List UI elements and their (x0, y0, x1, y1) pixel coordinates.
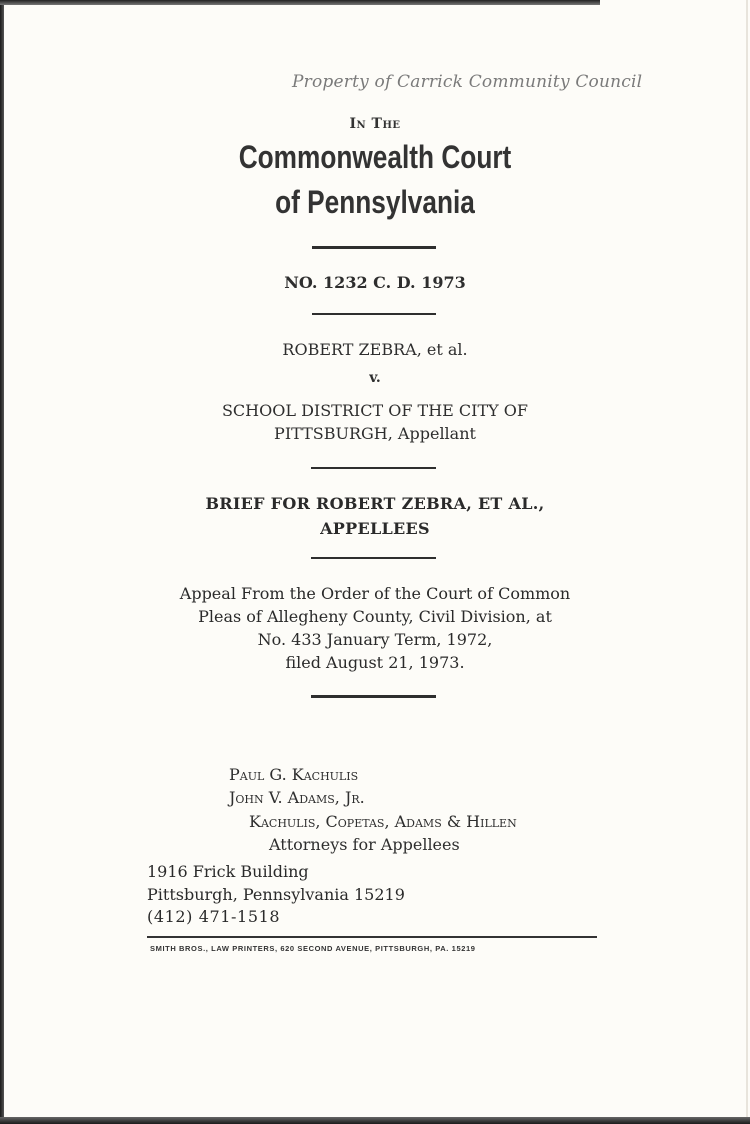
attorney-name: John V. Adams, Jr. (229, 788, 365, 807)
scan-edge-bottom (0, 1117, 750, 1124)
divider-rule (311, 467, 436, 469)
divider-rule (312, 246, 436, 249)
appeal-line1: Appeal From the Order of the Court of Common (179, 584, 571, 603)
scan-edge-left (0, 0, 4, 1124)
address-line1: 1916 Frick Building (147, 862, 309, 881)
printer-rule (147, 936, 597, 938)
divider-rule (311, 557, 436, 559)
in-the-heading: In The (349, 116, 401, 132)
address-line2: Pittsburgh, Pennsylvania 15219 (147, 885, 405, 904)
ownership-stamp: Property of Carrick Community Council (292, 72, 643, 92)
printer-imprint: SMITH BROS., LAW PRINTERS, 620 SECOND AVENUE, PITTSBURGH, PA. 15219 (150, 944, 476, 953)
brief-title-line1: BRIEF FOR ROBERT ZEBRA, ET AL., (205, 494, 545, 513)
versus: v. (369, 370, 381, 386)
court-title-line1: Commonwealth Court (238, 139, 512, 175)
brief-title-line2: APPELLEES (320, 519, 430, 538)
scan-edge-right (746, 0, 748, 1124)
court-title-line2: of Pennsylvania (275, 184, 475, 220)
phone-number: (412) 471-1518 (147, 907, 281, 926)
divider-rule (312, 313, 436, 315)
appeal-line2: Pleas of Allegheny County, Civil Division, at (198, 607, 552, 626)
defendant-line2: PITTSBURGH, Appellant (274, 424, 476, 443)
appeal-line4: filed August 21, 1973. (285, 653, 465, 672)
attorney-role: Attorneys for Appellees (269, 835, 460, 854)
divider-rule (311, 695, 436, 698)
defendant-line1: SCHOOL DISTRICT OF THE CITY OF (221, 401, 529, 420)
scan-edge-top (0, 0, 600, 5)
law-firm: Kachulis, Copetas, Adams & Hillen (249, 812, 517, 831)
attorney-name: Paul G. Kachulis (229, 765, 359, 784)
plaintiff: ROBERT ZEBRA, et al. (282, 340, 468, 359)
docket-number: NO. 1232 C. D. 1973 (284, 273, 466, 292)
appeal-line3: No. 433 January Term, 1972, (257, 630, 493, 649)
